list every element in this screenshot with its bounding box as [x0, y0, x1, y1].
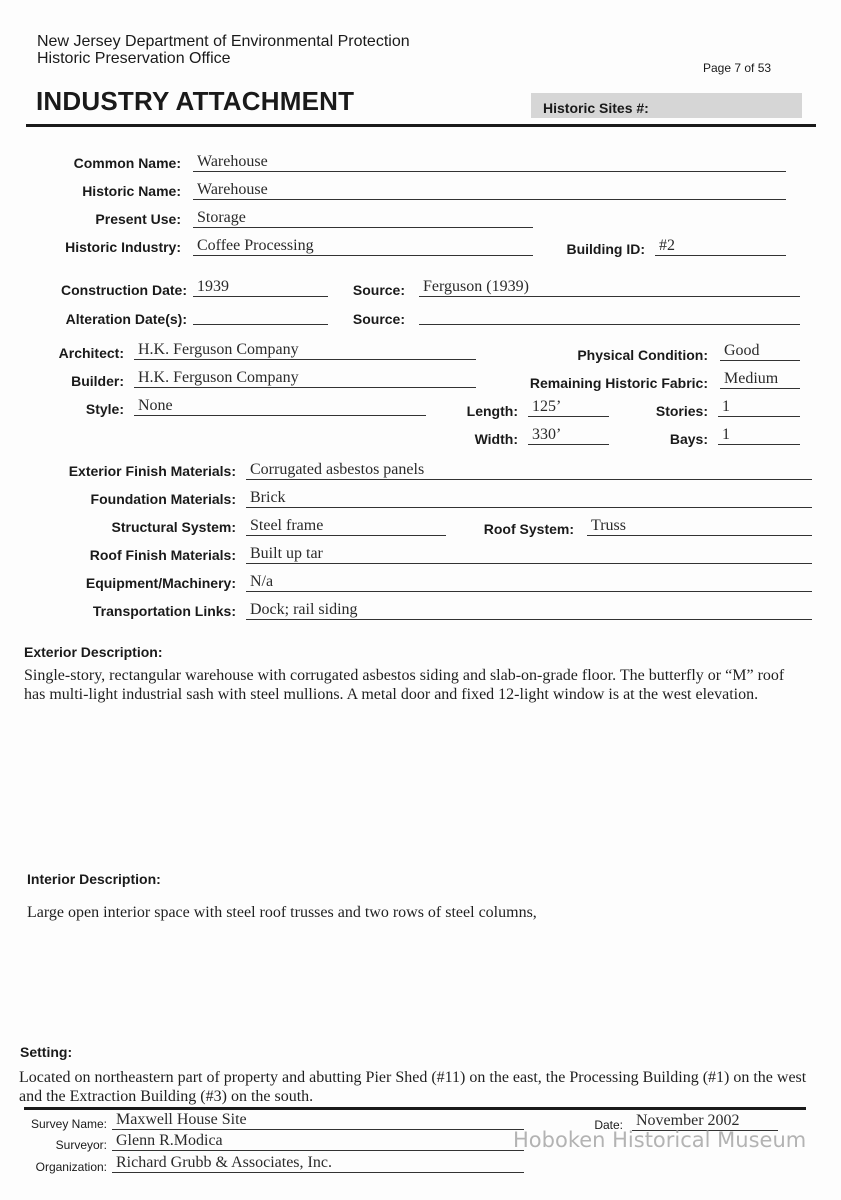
alteration-dates-label: Alteration Date(s): [65, 311, 187, 327]
exterior-finish-label: Exterior Finish Materials: [68, 463, 236, 479]
agency-name: New Jersey Department of Environmental Protection [37, 33, 410, 50]
bays-label: Bays: [669, 431, 708, 447]
historic-sites-box [531, 93, 802, 118]
historic-name-label: Historic Name: [82, 183, 181, 199]
construction-date-field[interactable]: 1939 [193, 278, 328, 297]
style-field[interactable]: None [134, 397, 426, 416]
length-field[interactable]: 125’ [528, 398, 609, 417]
roof-system-field[interactable]: Truss [587, 517, 812, 536]
architect-label: Architect: [58, 345, 124, 361]
surveyor-field[interactable]: Glenn R.Modica [112, 1132, 524, 1151]
interior-description-text: Large open interior space with steel roof trusses and two rows of steel columns, [27, 904, 537, 921]
office-name: Historic Preservation Office [37, 50, 231, 67]
form-title: INDUSTRY ATTACHMENT [36, 86, 355, 116]
historic-name-field[interactable]: Warehouse [193, 181, 786, 200]
building-id-field[interactable]: #2 [655, 237, 786, 256]
present-use-field[interactable]: Storage [193, 209, 533, 228]
builder-field[interactable]: H.K. Ferguson Company [134, 369, 476, 388]
exterior-description-text: Single-story, rectangular warehouse with corrugated asbestos siding and slab-on-grade floor. The butterfly or “M” roof has multi-light industrial sash with steel mullions. A metal door and fixed 12-light window is at the west elevation. [24, 667, 785, 703]
bays-field[interactable]: 1 [718, 426, 800, 445]
source-label-1: Source: [352, 282, 405, 298]
page-number: Page 7 of 53 [703, 61, 772, 75]
alteration-dates-field[interactable] [193, 306, 328, 325]
survey-name-field[interactable]: Maxwell House Site [112, 1111, 524, 1130]
physical-condition-field[interactable]: Good [720, 342, 800, 361]
length-label: Length: [466, 403, 518, 419]
date-label: Date: [594, 1118, 623, 1132]
foundation-field[interactable]: Brick [246, 489, 812, 508]
exterior-description-heading: Exterior Description: [24, 644, 163, 660]
surveyor-label: Surveyor: [55, 1138, 107, 1152]
remaining-fabric-field[interactable]: Medium [720, 370, 800, 389]
stories-field[interactable]: 1 [718, 398, 800, 417]
common-name-field[interactable]: Warehouse [193, 153, 786, 172]
interior-description-heading: Interior Description: [27, 871, 161, 887]
equipment-field[interactable]: N/a [246, 573, 812, 592]
historic-industry-label: Historic Industry: [65, 239, 181, 255]
width-field[interactable]: 330’ [528, 426, 609, 445]
foundation-label: Foundation Materials: [90, 491, 236, 507]
roof-finish-label: Roof Finish Materials: [89, 547, 236, 563]
roof-system-label: Roof System: [483, 521, 574, 537]
setting-heading: Setting: [20, 1044, 73, 1060]
transportation-field[interactable]: Dock; rail siding [246, 601, 812, 620]
museum-watermark: Hoboken Historical Museum [513, 1128, 807, 1152]
present-use-label: Present Use: [95, 211, 181, 227]
remaining-fabric-label: Remaining Historic Fabric: [529, 375, 708, 391]
source-field-2[interactable] [419, 306, 800, 325]
physical-condition-label: Physical Condition: [577, 347, 708, 363]
historic-sites-label: Historic Sites #: [543, 100, 649, 116]
structural-system-label: Structural System: [111, 519, 236, 535]
survey-name-label: Survey Name: [30, 1117, 107, 1131]
organization-label: Organization: [35, 1160, 107, 1174]
equipment-label: Equipment/Machinery: [85, 575, 236, 591]
source-field-1[interactable]: Ferguson (1939) [419, 278, 800, 297]
construction-date-label: Construction Date: [61, 282, 187, 298]
width-label: Width: [474, 431, 518, 447]
architect-field[interactable]: H.K. Ferguson Company [134, 341, 476, 360]
structural-system-field[interactable]: Steel frame [246, 517, 446, 536]
organization-field[interactable]: Richard Grubb & Associates, Inc. [112, 1154, 524, 1173]
source-label-2: Source: [352, 311, 405, 327]
builder-label: Builder: [71, 373, 124, 389]
exterior-finish-field[interactable]: Corrugated asbestos panels [246, 461, 812, 480]
stories-label: Stories: [655, 403, 708, 419]
building-id-label: Building ID: [566, 241, 645, 257]
roof-finish-field[interactable]: Built up tar [246, 545, 812, 564]
date-field[interactable]: November 2002 [632, 1112, 778, 1131]
header-rule [26, 124, 816, 127]
style-label: Style: [85, 401, 124, 417]
historic-industry-field[interactable]: Coffee Processing [193, 237, 533, 256]
common-name-label: Common Name: [73, 155, 181, 171]
transportation-label: Transportation Links: [92, 603, 236, 619]
footer-rule [24, 1107, 806, 1110]
setting-text: Located on northeastern part of property and abutting Pier Shed (#11) on the east, the Processing Building (#1) on the west and the Extraction Building (#3) on the south. [19, 1069, 807, 1105]
